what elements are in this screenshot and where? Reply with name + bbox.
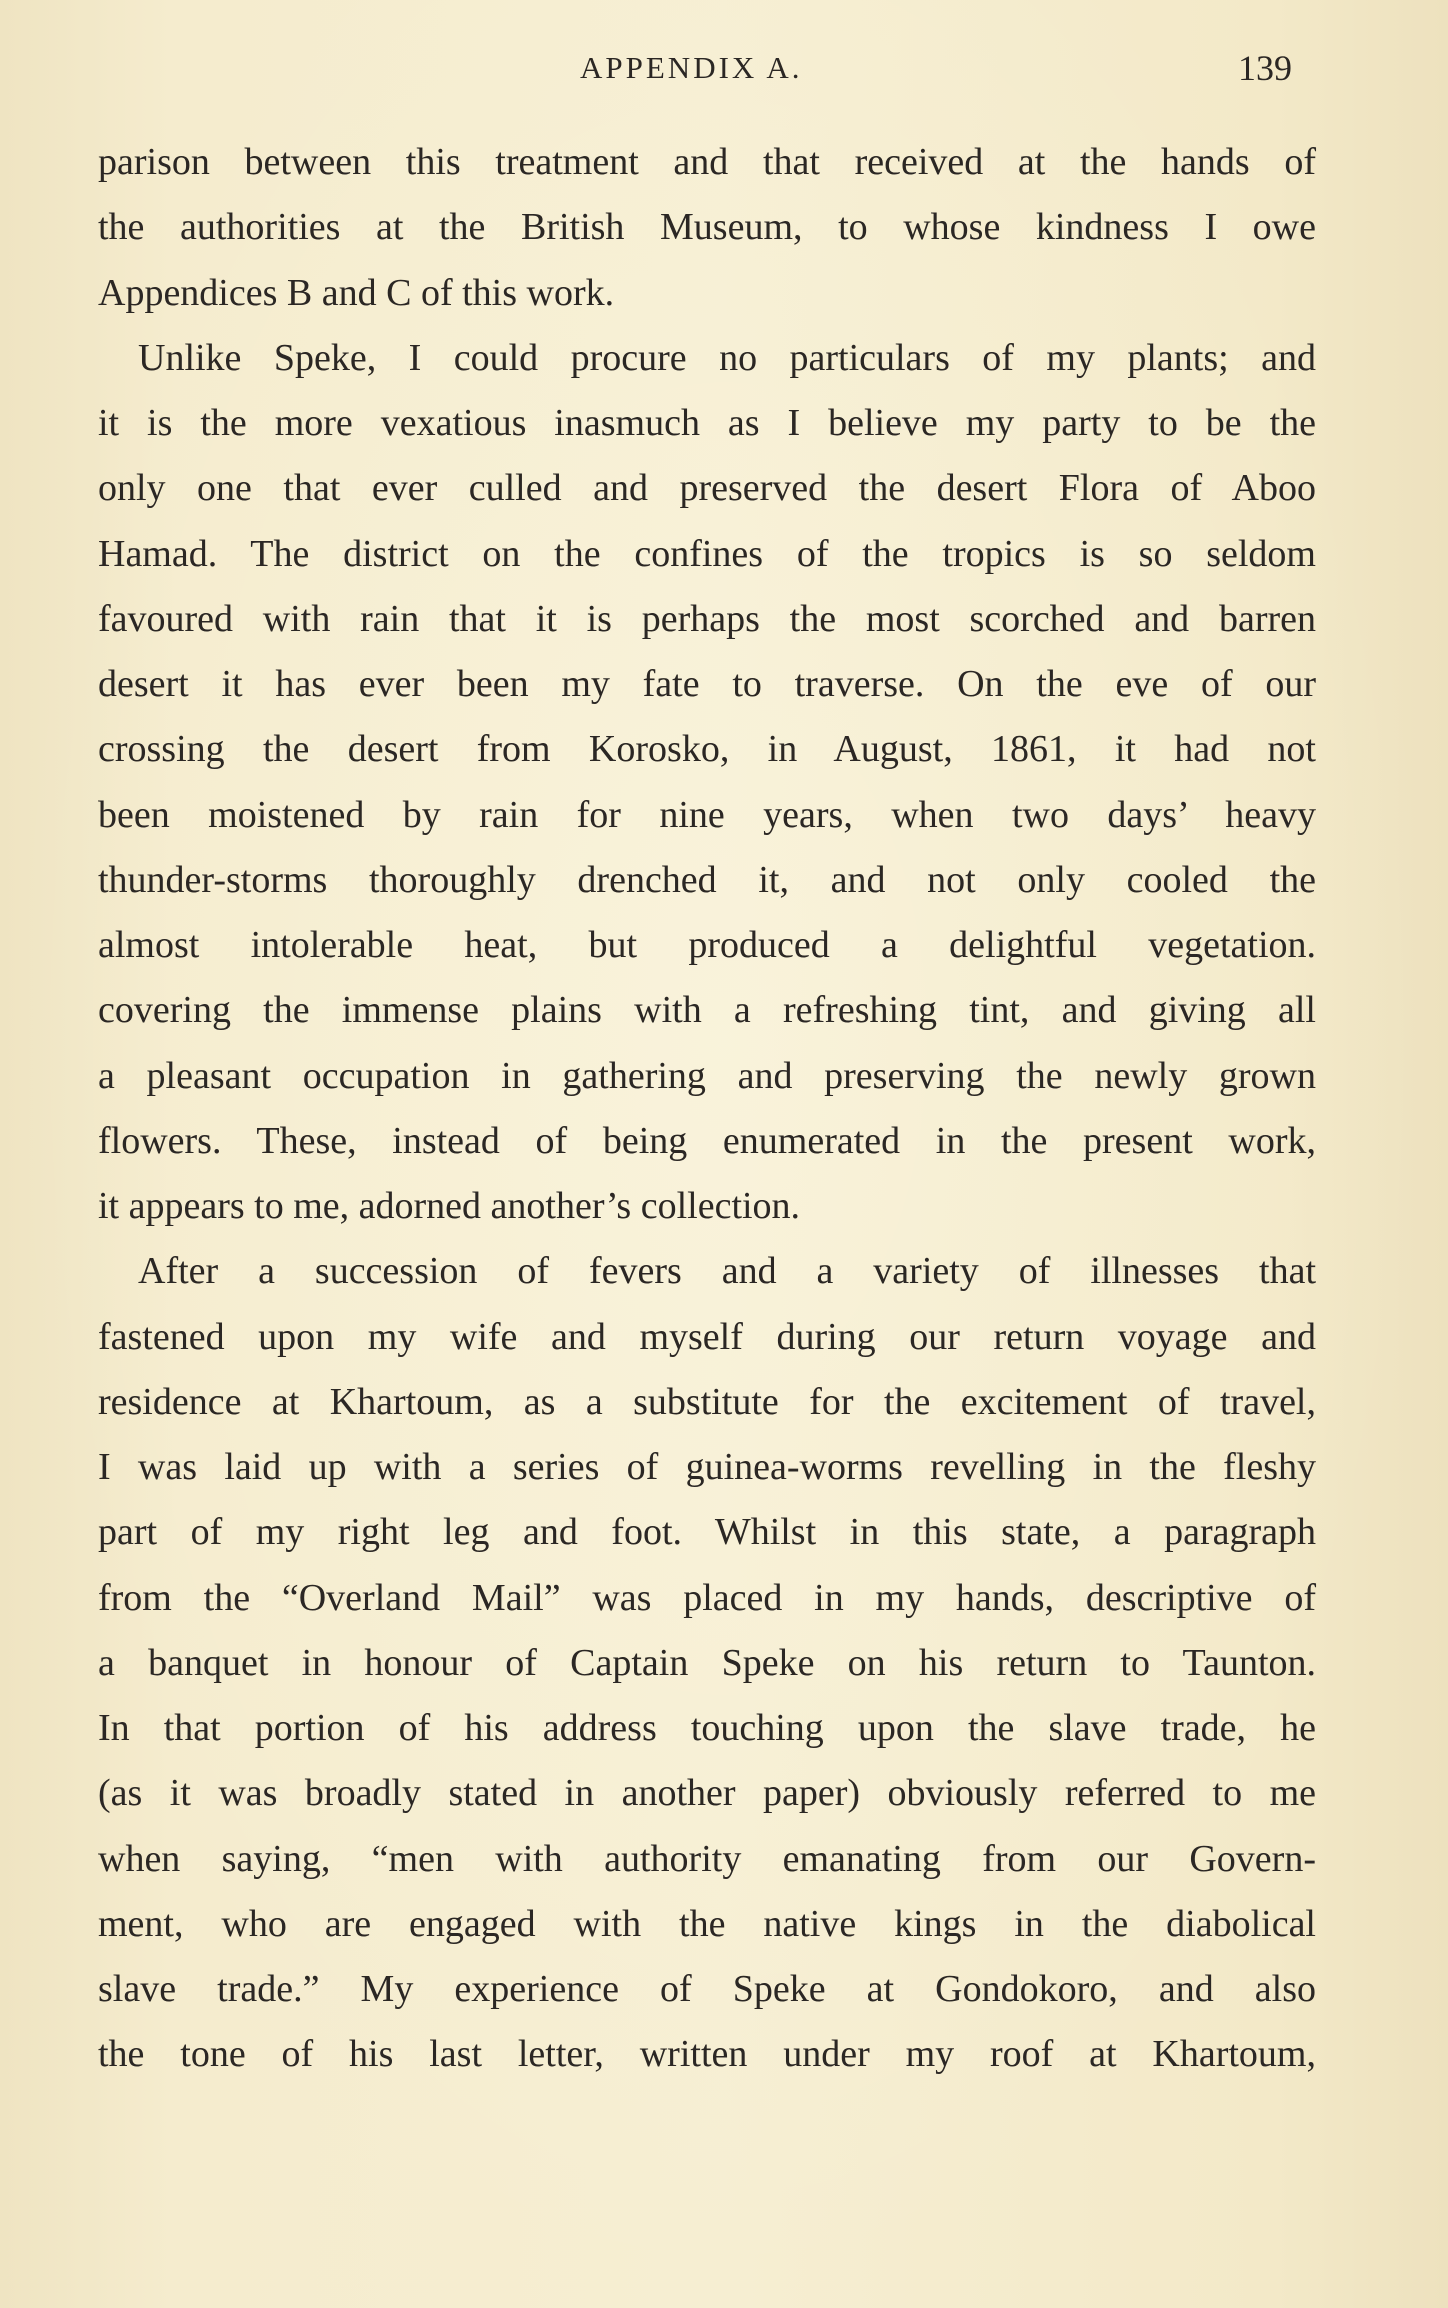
text-line: crossing the desert from Korosko, in August, 1861, it had not	[98, 728, 1316, 771]
text-line: After a succession of fevers and a variety of illnesses that	[138, 1250, 1316, 1293]
text-line: thunder-storms thoroughly drenched it, and not only cooled the	[98, 858, 1316, 901]
text-line: Appendices B and C of this work.	[98, 271, 615, 314]
text-line: Hamad. The district on the confines of the tropics is so seldom	[98, 532, 1316, 575]
text-line: Unlike Speke, I could procure no particulars of my plants; and	[138, 336, 1316, 379]
text-line: a banquet in honour of Captain Speke on his return to Taunton.	[98, 1641, 1316, 1684]
text-line: fastened upon my wife and myself during our return voyage and	[98, 1315, 1316, 1358]
text-line: In that portion of his address touching upon the slave trade, he	[98, 1707, 1316, 1749]
text-line: it appears to me, adorned another’s collection.	[98, 1185, 801, 1227]
text-line: the authorities at the British Museum, to whose kindness I owe	[98, 206, 1316, 249]
text-line: parison between this treatment and that received at the hands of	[98, 141, 1316, 183]
text-line: almost intolerable heat, but produced a delightful vegetation.	[98, 924, 1316, 966]
text-line: the tone of his last letter, written under my roof at Khartoum,	[98, 2033, 1316, 2076]
text-line: from the “Overland Mail” was placed in my hands, descriptive of	[98, 1576, 1316, 1619]
text-line: it is the more vexatious inasmuch as I believe my party to be the	[98, 402, 1316, 444]
running-head	[0, 46, 1448, 90]
text-line: part of my right leg and foot. Whilst in this state, a paragraph	[98, 1511, 1316, 1554]
text-line: flowers. These, instead of being enumerated in the present work,	[98, 1119, 1316, 1162]
text-line: a pleasant occupation in gathering and preserving the newly grown	[98, 1054, 1316, 1097]
text-line: (as it was broadly stated in another paper) obviously referred to me	[98, 1772, 1316, 1815]
text-line: I was laid up with a series of guinea-worms revelling in the fleshy	[98, 1446, 1316, 1488]
text-line: slave trade.” My experience of Speke at Gondokoro, and also	[98, 1968, 1316, 2010]
body-text	[98, 138, 1316, 2096]
page-number: 139	[1238, 48, 1292, 88]
text-line: only one that ever culled and preserved the desert Flora of Aboo	[98, 467, 1316, 510]
text-line: desert it has ever been my fate to traverse. On the eve of our	[98, 663, 1316, 705]
text-line: been moistened by rain for nine years, when two days’ heavy	[98, 793, 1316, 836]
text-line: favoured with rain that it is perhaps the most scorched and barren	[98, 597, 1316, 640]
text-line: when saying, “men with authority emanating from our Govern-	[98, 1837, 1316, 1880]
text-line: residence at Khartoum, as a substitute for the excitement of travel,	[98, 1380, 1316, 1423]
running-title: APPENDIX A.	[580, 50, 803, 85]
text-line: covering the immense plains with a refreshing tint, and giving all	[98, 989, 1316, 1032]
text-line: ment, who are engaged with the native kings in the diabolical	[98, 1902, 1316, 1945]
